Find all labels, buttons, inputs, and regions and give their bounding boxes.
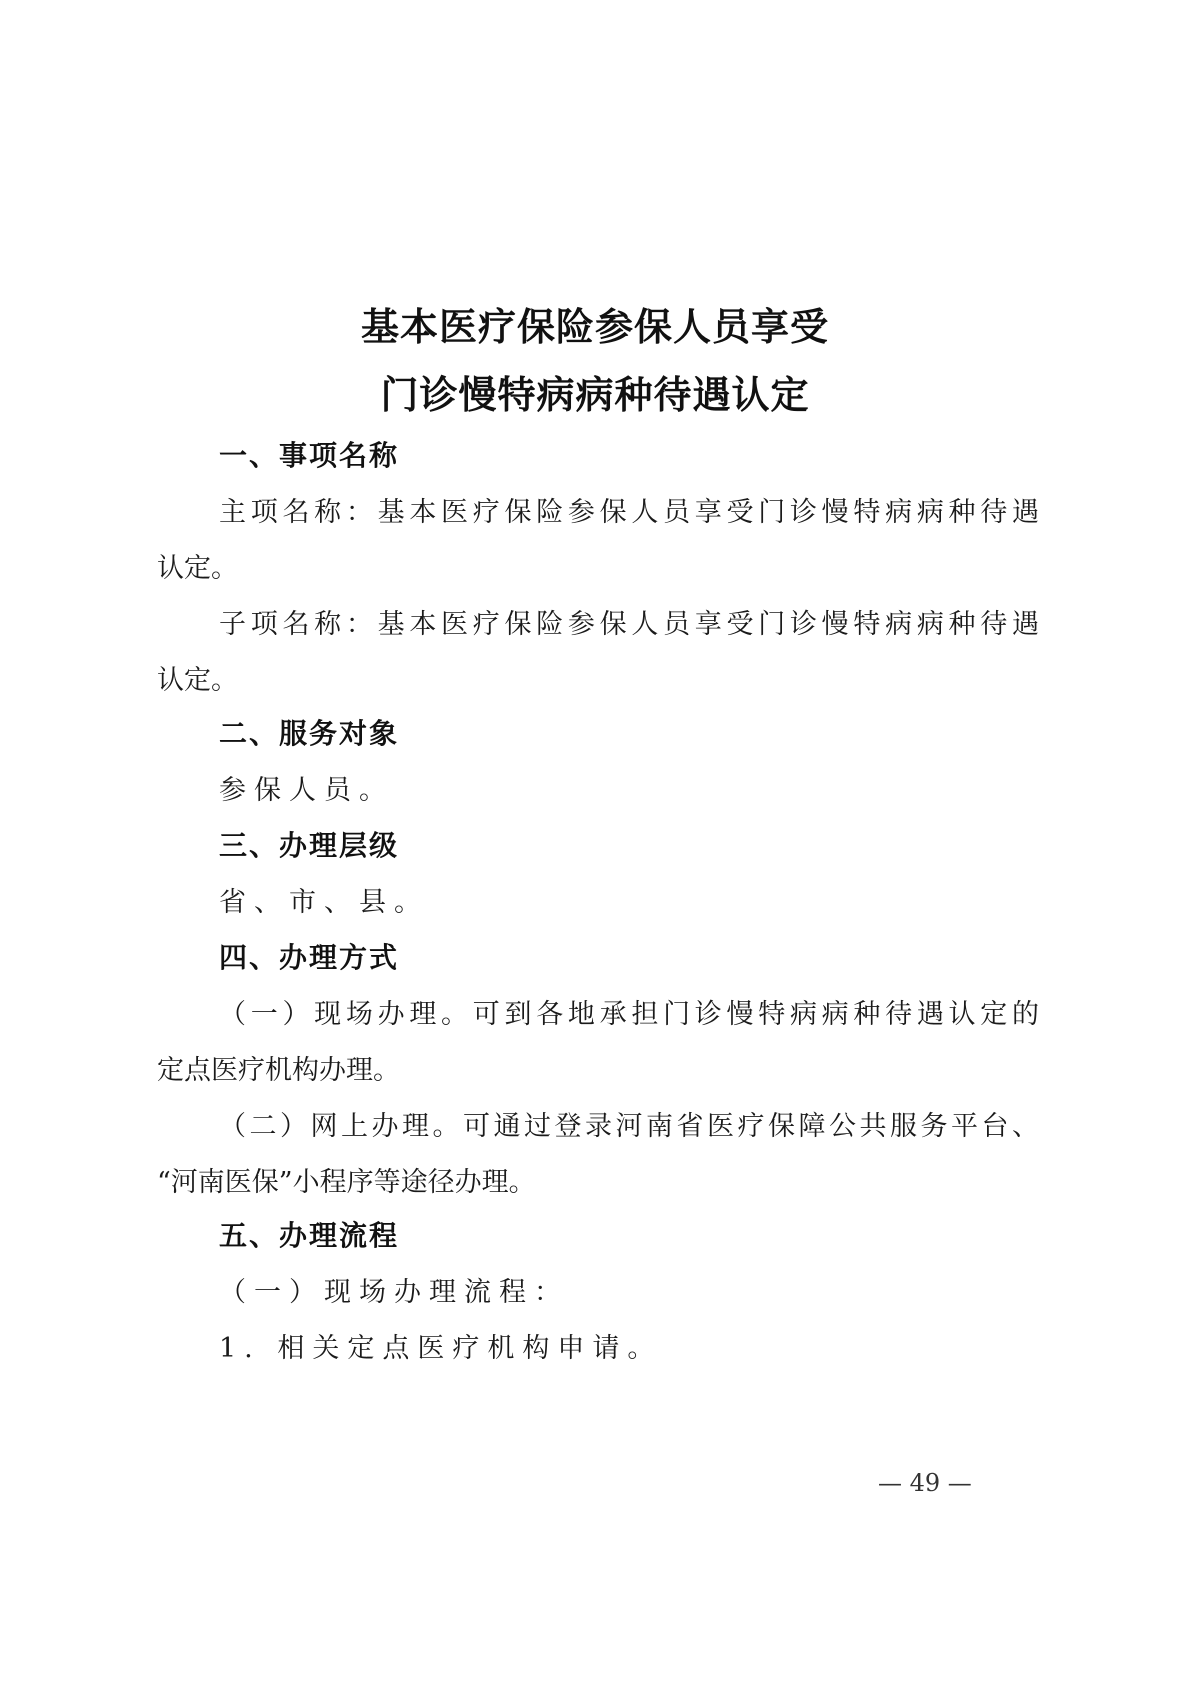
handling-level-text: 省、市、县。 — [219, 887, 429, 918]
section-heading-service-target: 二、服务对象 — [219, 717, 400, 750]
page-number: — 49 — — [878, 1469, 972, 1497]
onsite-handling-line-1: （一）现场办理。可到各地承担门诊慢特病病种待遇认定的 — [219, 999, 1039, 1030]
section-heading-item-name: 一、事项名称 — [219, 439, 400, 472]
main-item-name-line-2: 认定。 — [157, 553, 238, 584]
section-heading-handling-process: 五、办理流程 — [219, 1219, 400, 1252]
service-target-text: 参保人员。 — [219, 775, 394, 806]
document-title-line-1: 基本医疗保险参保人员享受 — [360, 305, 829, 349]
section-heading-handling-level: 三、办理层级 — [219, 829, 400, 862]
online-handling-line-1: （二）网上办理。可通过登录河南省医疗保障公共服务平台、 — [219, 1111, 1039, 1142]
process-step-1: 1. 相关定点医疗机构申请。 — [219, 1333, 663, 1364]
section-heading-handling-method: 四、办理方式 — [219, 941, 400, 974]
document-title-line-2: 门诊慢特病病种待遇认定 — [380, 373, 810, 417]
sub-item-name-line-1: 子项名称：基本医疗保险参保人员享受门诊慢特病病种待遇 — [219, 609, 1039, 640]
sub-item-name-line-2: 认定。 — [157, 665, 238, 696]
main-item-name-line-1: 主项名称：基本医疗保险参保人员享受门诊慢特病病种待遇 — [219, 497, 1039, 528]
online-handling-line-2: “河南医保”小程序等途径办理。 — [157, 1167, 536, 1198]
onsite-handling-line-2: 定点医疗机构办理。 — [157, 1055, 400, 1086]
onsite-process-label: （一）现场办理流程： — [219, 1277, 569, 1308]
